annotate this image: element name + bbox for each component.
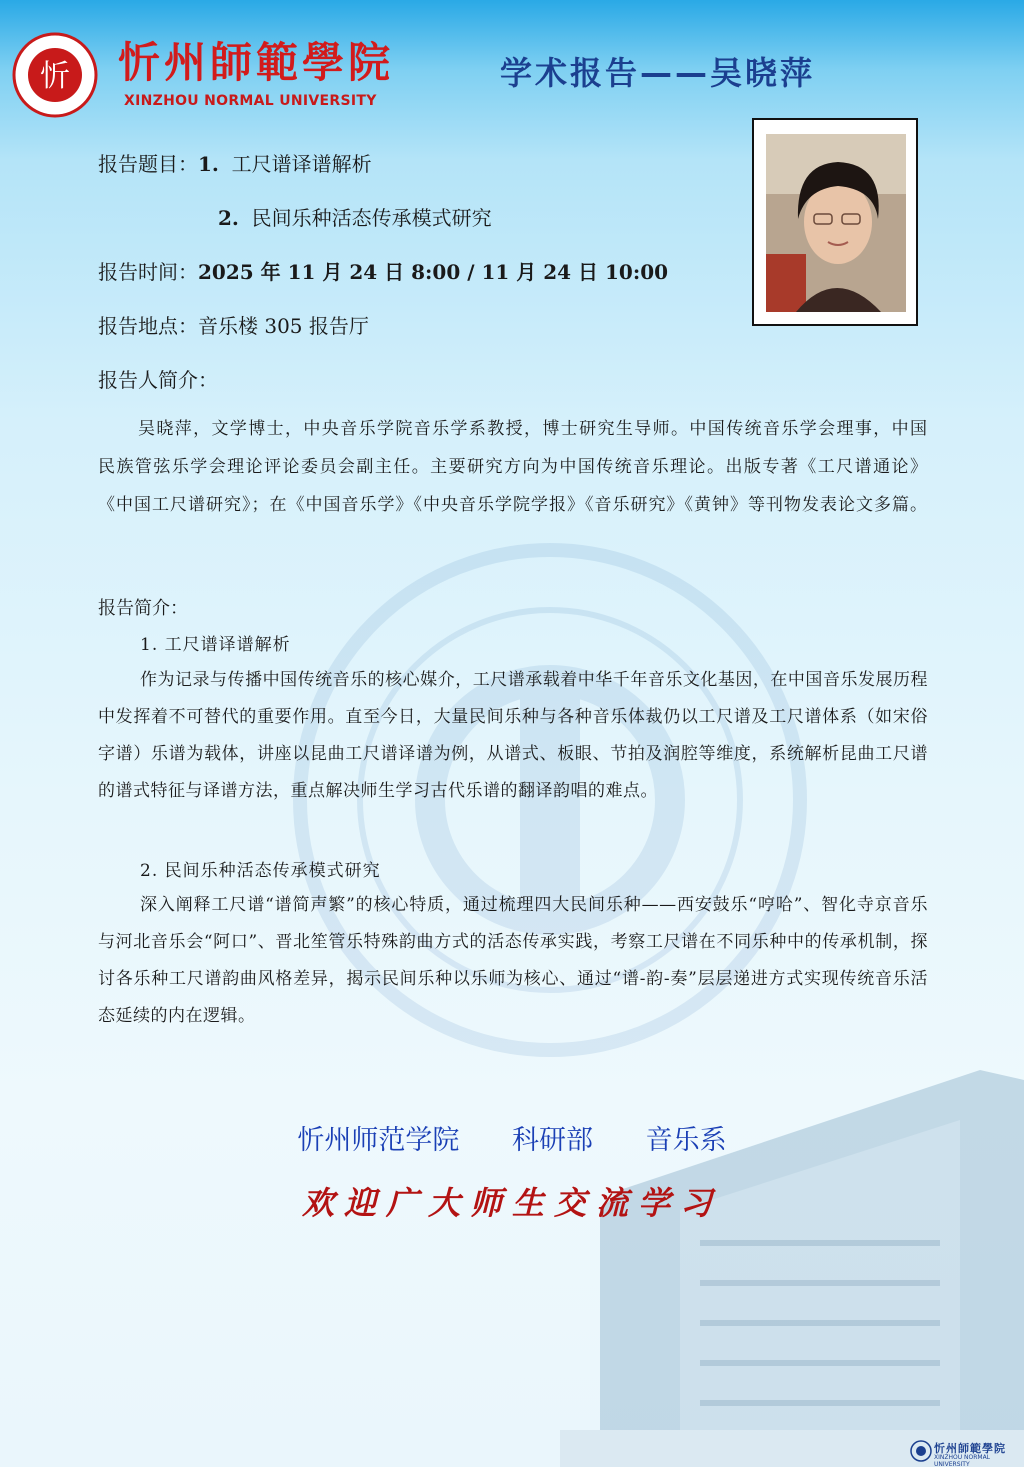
small-university-name-en: XINZHOU NORMAL UNIVERSITY — [934, 1454, 991, 1467]
time-label: 报告时间： — [98, 260, 198, 284]
welcome-slogan: 欢迎广大师生交流学习 — [301, 1184, 722, 1222]
place-value: 音乐楼 305 报告厅 — [198, 314, 369, 338]
university-name-en: XINZHOU NORMAL UNIVERSITY — [124, 93, 377, 109]
speaker-bio: 吴晓萍，文学博士，中央音乐学院音乐学系教授，博士研究生导师。中国传统音乐学会理事，中国民族管弦乐学会理论评论委员会副主任。主要研究方向为中国传统音乐理论。出版专著《工尺谱通论》《中国工尺谱研究》；在《中国音乐学》《中央音乐学院学报》《音乐研究》《黄钟》等刊物发表论文多篇。 — [98, 419, 928, 515]
svg-text:忻: 忻 — [40, 59, 70, 94]
summary-subtitle-2: 2. 民间乐种活态传承模式研究 — [140, 861, 381, 881]
summary-paragraph-1: 作为记录与传播中国传统音乐的核心媒介，工尺谱承载着中华千年音乐文化基因，在中国音乐发展历程中发挥着不可替代的重要作用。直至今日，大量民间乐种与各种音乐体裁仍以工尺谱及工尺谱体系（如宋俗字谱）乐谱为载体，讲座以昆曲工尺谱译谱为例，从谱式、板眼、节拍及润腔等维度，系统解析昆曲工尺谱的谱式特征与译谱方法，重点解决师生学习古代乐谱的翻译韵唱的难点。 — [98, 670, 928, 801]
organizer-research-dept: 科研部 — [512, 1125, 593, 1156]
time-value: 2025 年 11 月 24 日 8:00 / 11 月 24 日 10:00 — [198, 260, 669, 284]
topic-1-number: 1. — [198, 152, 219, 176]
topic-2: 民间乐种活态传承模式研究 — [251, 206, 492, 230]
speaker-intro-row — [98, 364, 218, 393]
place-label: 报告地点： — [98, 314, 198, 338]
organizer-university: 忻州师范学院 — [297, 1125, 460, 1156]
small-university-name-cn: 忻州師範學院 — [934, 1442, 1006, 1455]
university-logo — [12, 32, 98, 118]
summary-subtitle-1: 1. 工尺谱译谱解析 — [140, 635, 291, 655]
small-logo-icon — [910, 1440, 932, 1462]
organizers — [0, 1118, 1024, 1157]
speaker-intro-label: 报告人简介： — [98, 368, 218, 392]
summary-title: 报告简介： — [98, 598, 188, 619]
speaker-photo-frame — [752, 118, 918, 326]
organizer-music-dept: 音乐系 — [645, 1125, 727, 1156]
university-name-cn: 忻州師範學院 — [118, 38, 395, 87]
topic-label: 报告题目： — [98, 152, 198, 176]
topic-2-number: 2. — [218, 206, 239, 230]
topic-2-row — [218, 202, 492, 231]
time-row — [98, 256, 668, 285]
topic-row — [98, 148, 372, 177]
campus-building-backdrop — [560, 1010, 1024, 1467]
topic-1: 工尺谱译谱解析 — [231, 152, 372, 176]
summary-paragraph-2: 深入阐释工尺谱“谱简声繁”的核心特质，通过梳理四大民间乐种——西安鼓乐“哼哈”、智化寺京音乐与河北音乐会“阿口”、晋北笙管乐特殊韵曲方式的活态传承实践，考察工尺谱在不同乐种中的传承机制，探讨各乐种工尺谱韵曲风格差异，揭示民间乐种以乐师为核心、通过“谱-韵-奏”层层递进方式实现传统音乐活态延续的内在逻辑。 — [98, 895, 928, 1026]
place-row — [98, 310, 369, 339]
speaker-photo — [766, 134, 906, 312]
report-heading: 学术报告——吴晓萍 — [500, 54, 816, 92]
